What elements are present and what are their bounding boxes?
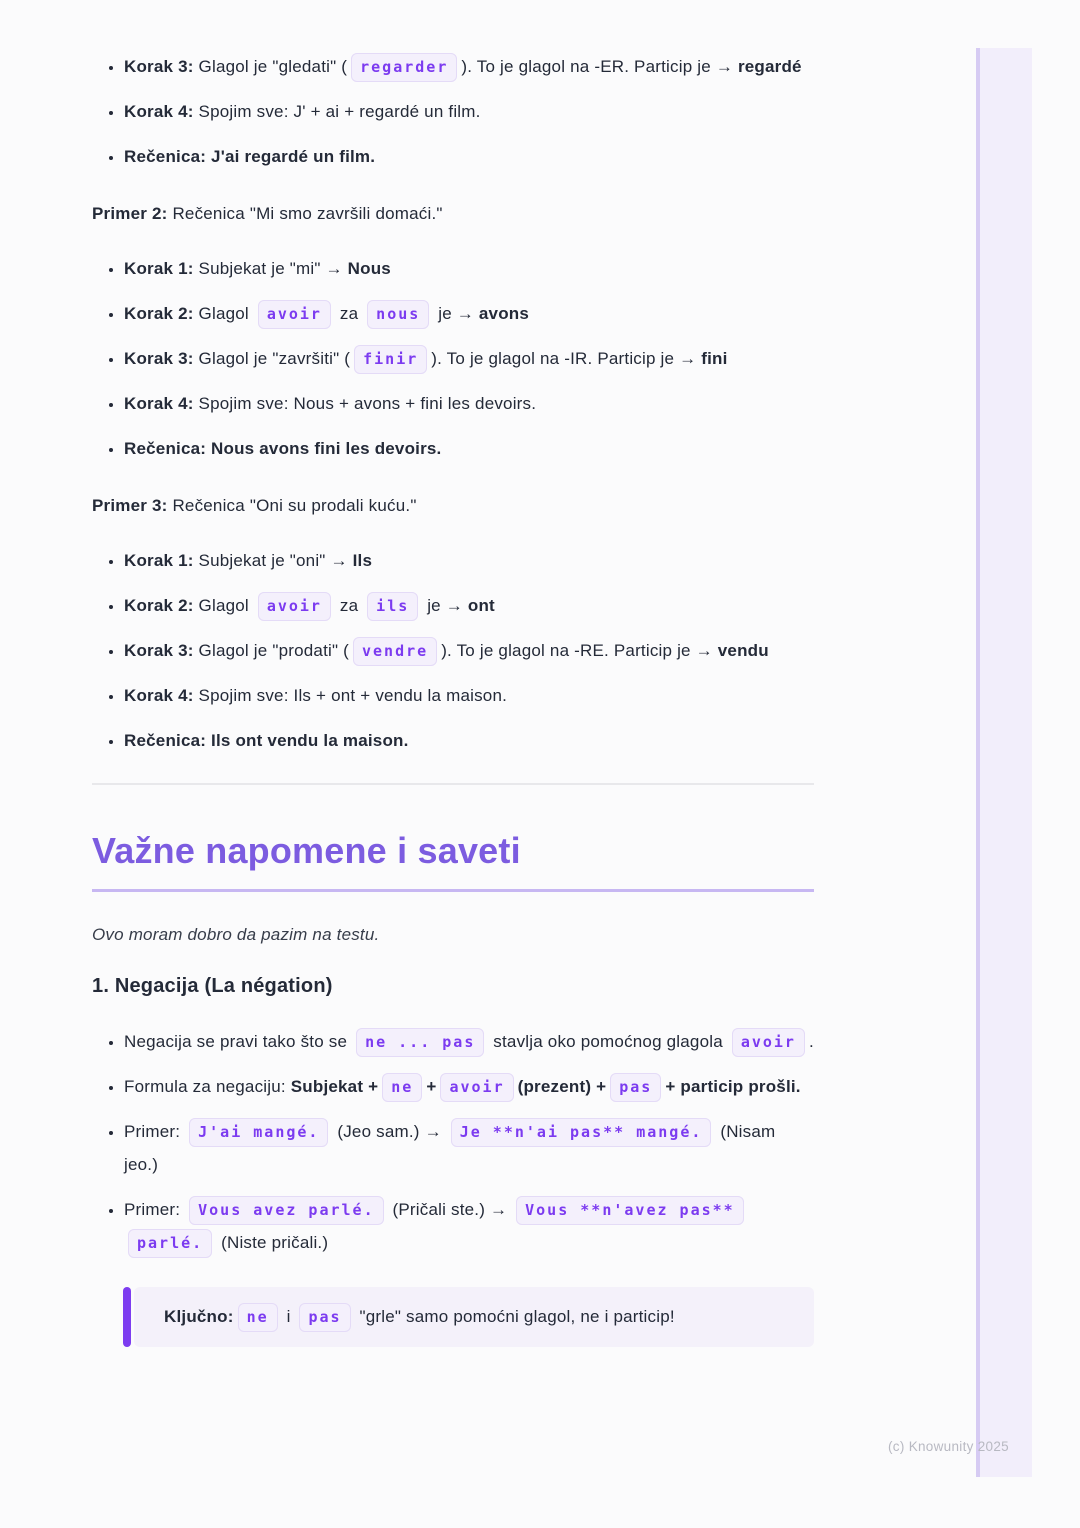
list-item (124, 342, 814, 375)
text-run: ). To je glagol na -IR. Particip je → (431, 349, 702, 368)
bold-text: (prezent) + (517, 1077, 607, 1096)
text-run: ). To je glagol na -RE. Particip je → (441, 641, 718, 660)
callout-text (134, 1287, 814, 1347)
callout (123, 1287, 814, 1347)
bold-text: + (426, 1077, 437, 1096)
text-run: Glagol je "prodati" ( (193, 641, 349, 660)
list-item (124, 544, 814, 577)
bold-text: Subjekat + (290, 1077, 379, 1096)
bold-text: fini (701, 349, 728, 368)
bold-text: Korak 1: (124, 259, 194, 278)
page-scrollbar-track[interactable] (976, 48, 1032, 1477)
list-item (124, 679, 814, 712)
inline-code-chip: Vous avez parlé. (189, 1196, 384, 1225)
list-item (124, 140, 814, 173)
inline-code-chip: avoir (440, 1073, 513, 1102)
inline-code-chip: vendre (353, 637, 437, 666)
text-run: Spojim sve: Ils + ont + vendu la maison. (193, 686, 508, 705)
inline-code-chip: ne (238, 1303, 278, 1332)
bold-text: Korak 3: (124, 349, 194, 368)
inline-code-chip: Je **n'ai pas** mangé. (451, 1118, 712, 1147)
inline-code-chip: avoir (732, 1028, 805, 1057)
inline-code-chip: pas (610, 1073, 661, 1102)
list-item (124, 1115, 814, 1181)
bold-text: Primer 2: (92, 204, 168, 223)
paragraph (92, 489, 814, 522)
text-run: Subjekat je "mi" → (193, 259, 348, 278)
bullet-list (92, 252, 814, 465)
text-run: Rečenica "Mi smo završili domaći." (167, 204, 443, 223)
bold-text: Korak 2: (124, 596, 194, 615)
text-run: za (334, 304, 364, 323)
list-item (124, 252, 814, 285)
text-run: Glagol je "završiti" ( (193, 349, 351, 368)
list-item (124, 297, 814, 330)
text-run: je → (422, 596, 468, 615)
bold-text: Korak 4: (124, 102, 194, 121)
bold-text: Korak 3: (124, 57, 194, 76)
bold-text: Primer 3: (92, 496, 168, 515)
text-run: (Nisam jeo.) (124, 1122, 776, 1174)
text-run: Glagol je "gledati" ( (193, 57, 348, 76)
bold-text: Rečenica: Ils ont vendu la maison. (124, 731, 409, 750)
list-item (124, 432, 814, 465)
list-item (124, 1025, 814, 1058)
subsection-heading: 1. Negacija (La négation) (92, 975, 333, 997)
bold-text: Korak 4: (124, 686, 194, 705)
bold-text: Korak 3: (124, 641, 194, 660)
list-item (124, 95, 814, 128)
text-run: i (281, 1307, 296, 1326)
bold-text: ont (467, 596, 495, 615)
text-run: za (334, 596, 364, 615)
inline-code-chip: ne (382, 1073, 422, 1102)
list-item (124, 50, 814, 83)
inline-code-chip: Vous **n'avez pas** parlé. (128, 1196, 744, 1258)
text-run: Spojim sve: Nous + avons + fini les devoirs. (193, 394, 537, 413)
bold-text: Rečenica: J'ai regardé un film. (124, 147, 376, 166)
list-item (124, 387, 814, 420)
content-blocks (92, 50, 814, 1347)
inline-code-chip: J'ai mangé. (189, 1118, 328, 1147)
list-item (124, 589, 814, 622)
list-item (124, 1070, 814, 1103)
bold-text: avons (478, 304, 530, 323)
text-run: (Jeo sam.) → (332, 1122, 447, 1141)
bold-text: vendu (717, 641, 769, 660)
text-run: (Niste pričali.) (216, 1233, 329, 1252)
inline-code-chip: regarder (351, 53, 457, 82)
text-run: (Pričali ste.) → (387, 1200, 513, 1219)
text-run: Glagol (193, 596, 254, 615)
bold-text: Korak 1: (124, 551, 194, 570)
text-run: Rečenica "Oni su prodali kuću." (167, 496, 417, 515)
inline-code-chip: ne ... pas (356, 1028, 484, 1057)
inline-code-chip: nous (367, 300, 429, 329)
text-run: stavlja oko pomoćnog glagola (488, 1032, 728, 1051)
bold-text: regardé (737, 57, 802, 76)
inline-code-chip: avoir (258, 300, 331, 329)
text-run: je → (433, 304, 479, 323)
bold-text: Ils (352, 551, 373, 570)
list-item (124, 1193, 814, 1259)
bullet-list (92, 1025, 814, 1259)
bold-text: Korak 4: (124, 394, 194, 413)
bullet-list (92, 50, 814, 173)
inline-code-chip: ils (367, 592, 418, 621)
bold-text: + particip prošli. (665, 1077, 801, 1096)
watermark: (c) Knowunity 2025 (888, 1439, 1009, 1454)
bold-text: Ključno: (164, 1307, 234, 1326)
inline-code-chip: avoir (258, 592, 331, 621)
paragraph (92, 197, 814, 230)
bold-text: Nous (347, 259, 391, 278)
inline-code-chip: pas (299, 1303, 350, 1332)
text-run: Formula za negaciju: (124, 1077, 291, 1096)
text-run: Subjekat je "oni" → (193, 551, 353, 570)
bold-text: Rečenica: Nous avons fini les devoirs. (124, 439, 442, 458)
page-scrollbar-thumb[interactable] (976, 48, 980, 1477)
section-title: Važne napomene i saveti (92, 829, 814, 892)
bullet-list (92, 544, 814, 757)
text-run: "grle" samo pomoćni glagol, ne i particip! (354, 1307, 675, 1326)
text-run: Glagol (193, 304, 254, 323)
list-item (124, 724, 814, 757)
text-run: Spojim sve: J' + ai + regardé un film. (193, 102, 481, 121)
text-run: Primer: (124, 1200, 186, 1219)
section-divider (92, 783, 814, 785)
bold-text: Korak 2: (124, 304, 194, 323)
text-run: . (808, 1032, 814, 1051)
text-run: Primer: (124, 1122, 186, 1141)
intro-note: Ovo moram dobro da pazim na testu. (92, 925, 380, 944)
text-run: Negacija se pravi tako što se (124, 1032, 353, 1051)
inline-code-chip: finir (354, 345, 427, 374)
list-item (124, 634, 814, 667)
callout-accent-bar (123, 1287, 131, 1347)
text-run: ). To je glagol na -ER. Particip je → (461, 57, 738, 76)
